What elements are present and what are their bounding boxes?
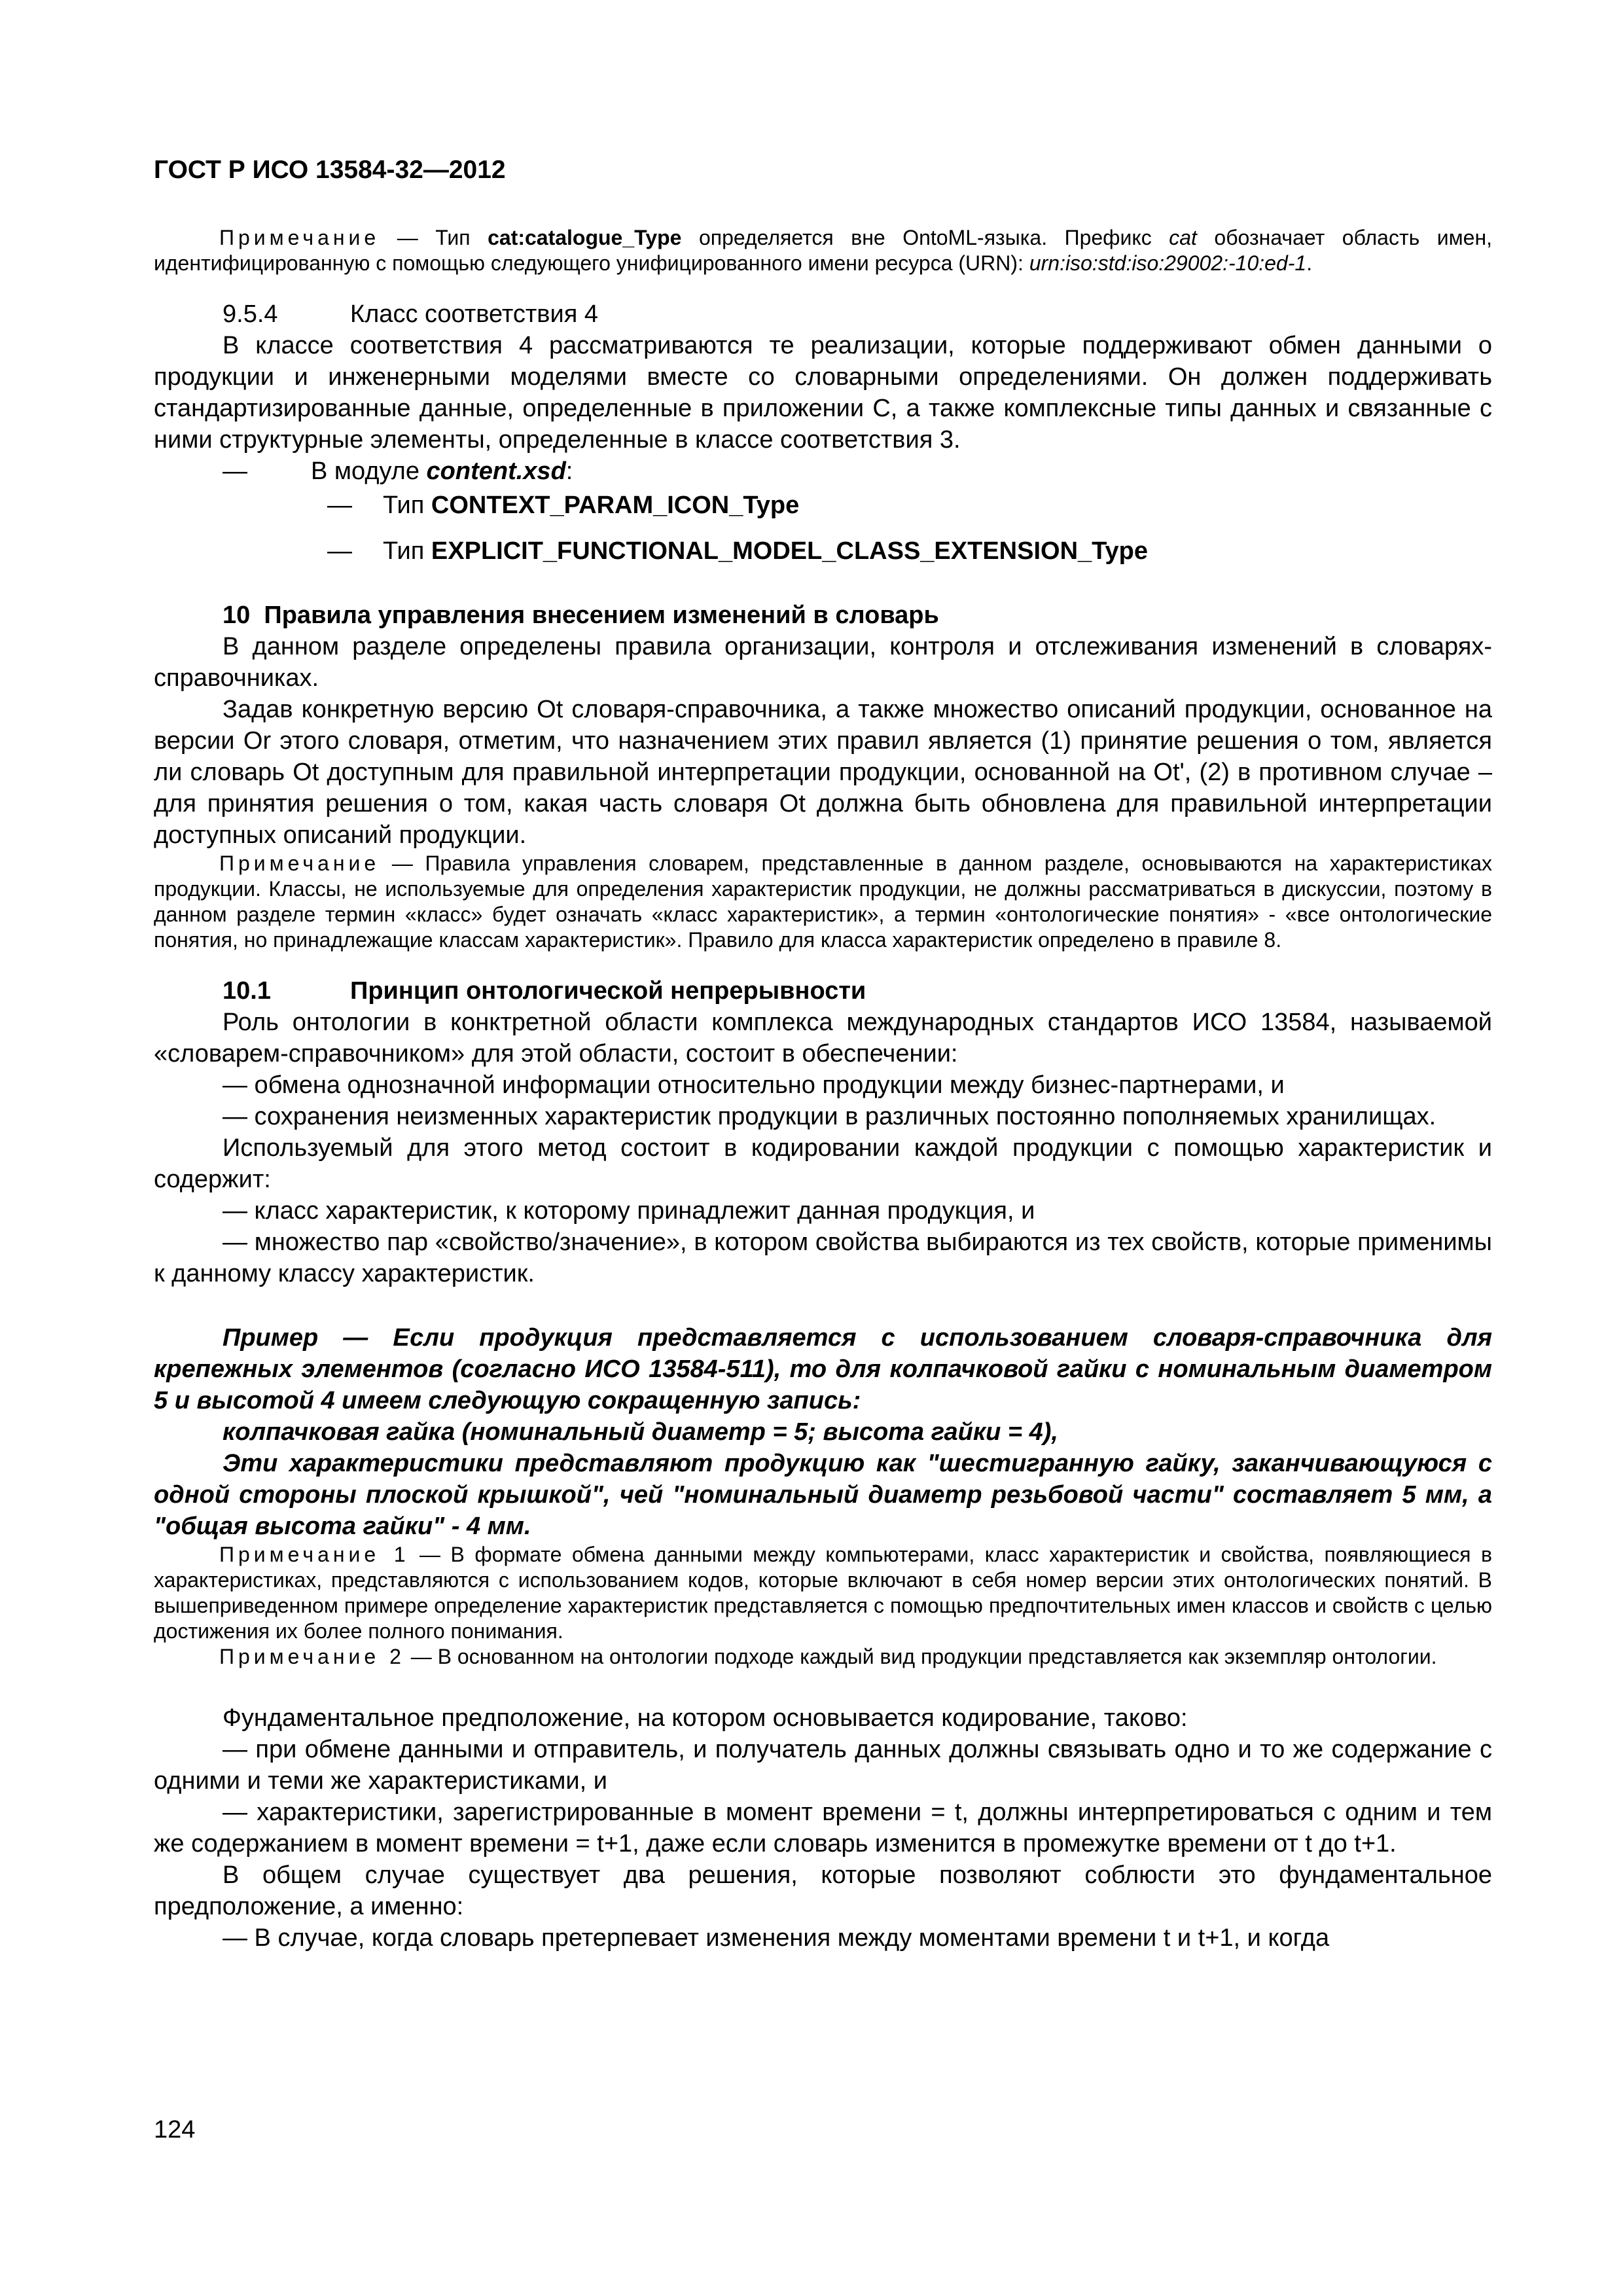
paragraph: В классе соответствия 4 рассматриваются те реализации, которые поддерживают обмен данными о продукции и инженерными моделями вместе со словарными определениями. Он должен поддерживать стандартизированные данные, определенные в приложении С, а также комплексные типы данных и связанные с ними структурные элементы, определенные в классе соответствия 3. xyxy=(154,332,1492,454)
list-item-type: — Тип EXPLICIT_FUNCTIONAL_MODEL_CLASS_EXTENSION_Type xyxy=(327,537,1149,565)
paragraph: Используемый для этого метод состоит в кодировании каждой продукции с помощью характеристик и содержит: xyxy=(154,1134,1492,1193)
example-text: Эти характеристики представляют продукцию как "шестигранную гайку, заканчивающуюся с одной стороны плоской крышкой", чей "номинальный диаметр резьбовой части" составляет 5 мм, а "общая высота гайки" - 4 мм. xyxy=(154,1450,1492,1540)
note-catalogue-type: Примечание — Тип cat:catalogue_Type определяется вне OntoML-языка. Префикс cat обозначает область имен, идентифицированную с помощью следующего унифицированного имени ресурса (URN): urn:iso:std:iso:29002:-10:ed-1. xyxy=(154,226,1492,275)
list-item: — класс характеристик, к которому принадлежит данная продукция, и xyxy=(223,1197,1035,1225)
list-item: — обмена однозначной информации относительно продукции между бизнес-партнерами, и xyxy=(223,1071,1285,1099)
paragraph: В общем случае существует два решения, которые позволяют соблюсти это фундаментальное предположение, а именно: xyxy=(154,1861,1492,1920)
note-label: Примечание xyxy=(219,226,380,249)
example-text: колпачковая гайка (номинальный диаметр = 5; высота гайки = 4), xyxy=(223,1418,1058,1446)
section-heading-10: 10 Правила управления внесением изменений в словарь xyxy=(223,601,939,629)
list-item: — характеристики, зарегистрированные в момент времени = t, должны интерпретироваться с одним и тем же содержанием в момент времени = t+1, даже если словарь изменится в промежутке времени от t до t+1. xyxy=(154,1799,1492,1857)
page-number: 124 xyxy=(154,2116,196,2144)
code-term: cat:catalogue_Type xyxy=(488,226,682,249)
page-content xyxy=(154,156,1492,1954)
paragraph: В данном разделе определены правила организации, контроля и отслеживания изменений в словарях-справочниках. xyxy=(154,633,1492,692)
list-item-type: — Тип CONTEXT_PARAM_ICON_Type xyxy=(327,492,800,519)
note-dictionary-rules: Примечание — Правила управления словарем, представленные в данном разделе, основываются на характеристиках продукции. Классы, не используемые для определения характеристик продукции, не должны рассматриваться в дискуссии, поэтому в данном разделе термин «класс» будет означать «класс характеристик», а термин «онтологические понятия» - «все онтологические понятия, но принадлежащие классам характеристик». Правило для класса характеристик определено в правиле 8. xyxy=(154,852,1492,952)
example-text: Пример — Если продукция представляется с использованием словаря-справочника для крепежных элементов (согласно ИСО 13584-511), то для колпачковой гайки с номинальным диаметром 5 и высотой 4 имеем следующую сокращенную запись: xyxy=(154,1324,1492,1414)
note-1: Примечание 1 — В формате обмена данными между компьютерами, класс характеристик и свойства, появляющиеся в характеристиках, представляются с использованием кодов, которые включают в себя номер версии этих онтологических понятий. В вышеприведенном примере определение характеристик представляется с помощью предпочтительных имен классов и свойств с целью достижения их более полного понимания. xyxy=(154,1543,1492,1643)
paragraph: Задав конкретную версию Оt словаря-справочника, а также множество описаний продукции, основанное на версии Оr этого словаря, отметим, что назначением этих правил является (1) принятие решения о том, является ли словарь Оt доступным для правильной интерпретации продукции, основанной на Оt', (2) в противном случае – для принятия решения о том, какая часть словаря Оt должна быть обновлена для правильной интерпретации доступных описаний продукции. xyxy=(154,696,1492,849)
note-2: Примечание 2 — В основанном на онтологии подходе каждый вид продукции представляется как экземпляр онтологии. xyxy=(219,1645,1437,1668)
list-item: — сохранения неизменных характеристик продукции в различных постоянно пополняемых хранилищах. xyxy=(223,1103,1436,1130)
page-header: ГОСТ Р ИСО 13584-32—2012 xyxy=(154,156,506,184)
clause-heading-954: 9.5.4 Класс соответствия 4 xyxy=(223,300,598,328)
list-item: — В случае, когда словарь претерпевает изменения между моментами времени t и t+1, и когда xyxy=(223,1924,1330,1952)
section-heading-101: 10.1 Принцип онтологической непрерывности xyxy=(223,977,866,1005)
list-item: — множество пар «свойство/значение», в котором свойства выбираются из тех свойств, которые применимы к данному классу характеристик. xyxy=(154,1229,1492,1287)
list-item-module: — В модуле content.xsd: xyxy=(223,457,573,485)
urn-text: urn:iso:std:iso:29002:-10:ed-1 xyxy=(1029,251,1307,275)
paragraph: Роль онтологии в конктретной области комплекса международных стандартов ИСО 13584, называемой «словарем-справочником» для этой области, состоит в обеспечении: xyxy=(154,1009,1492,1067)
list-item: — при обмене данными и отправитель, и получатель данных должны связывать одно и то же содержание с одними и теми же характеристиками, и xyxy=(154,1736,1492,1795)
paragraph: Фундаментальное предположение, на котором основывается кодирование, таково: xyxy=(223,1704,1188,1732)
